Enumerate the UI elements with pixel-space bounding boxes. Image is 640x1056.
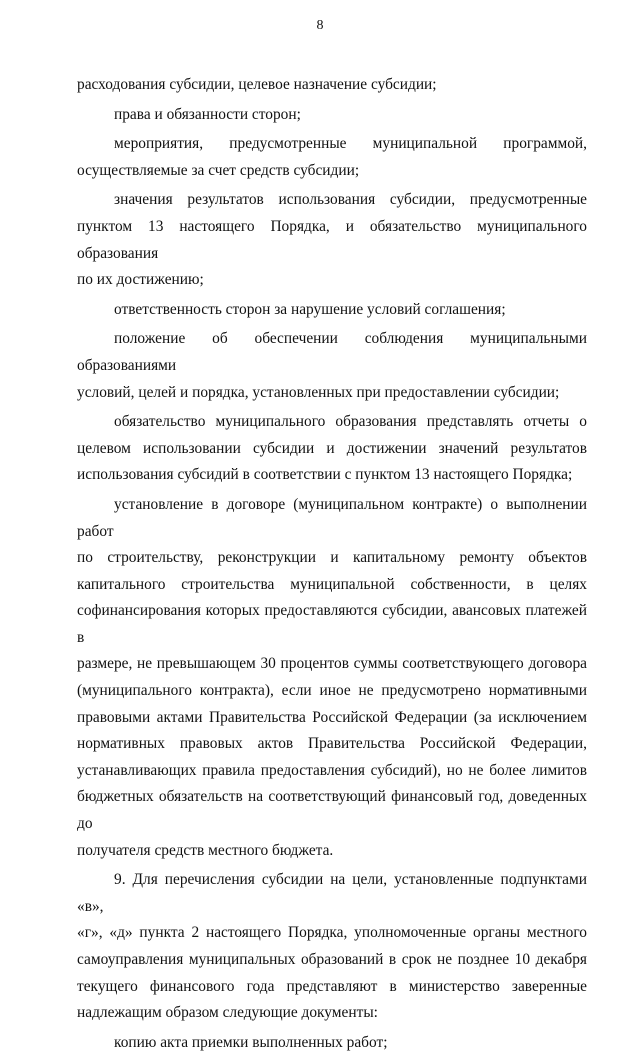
paragraph <box>77 72 587 99</box>
paragraph <box>77 297 587 324</box>
text-line: целевом использовании субсидии и достижении значений результатов <box>77 439 587 457</box>
text-line: пунктом 13 настоящего Порядка, и обязательство муниципального образования <box>77 217 587 262</box>
text-line: получателя средств местного бюджета. <box>77 841 334 859</box>
text-line: устанавливающих правила предоставления субсидий), но не более лимитов <box>77 761 587 779</box>
text-line: условий, целей и порядка, установленных при предоставлении субсидии; <box>77 383 560 401</box>
text-line: нормативных правовых актов Правительства Российской Федерации, <box>77 735 587 753</box>
text-line: по строительству, реконструкции и капитальному ремонту объектов <box>77 549 587 567</box>
text-line: права и обязанности сторон; <box>114 105 301 123</box>
text-line: софинансирования которых предоставляются субсидии, авансовых платежей в <box>77 602 587 646</box>
paragraph <box>77 409 587 489</box>
text-line: обязательство муниципального образования представлять отчеты о <box>114 413 587 431</box>
text-line: (муниципального контракта), если иное не предусмотрено нормативными <box>77 682 587 700</box>
text-line: по их достижению; <box>77 271 204 289</box>
text-line: ответственность сторон за нарушение условий соглашения; <box>114 300 506 318</box>
paragraph <box>77 102 587 129</box>
text-line: мероприятия, предусмотренные муниципальной программой, <box>114 135 587 153</box>
text-line: 9. Для перечисления субсидии на цели, установленные подпунктами «в», <box>77 871 587 915</box>
document-body <box>77 72 587 1056</box>
paragraph <box>77 1030 587 1056</box>
paragraph <box>77 131 587 184</box>
text-line: копию акта приемки выполненных работ; <box>114 1033 388 1051</box>
text-line: самоуправления муниципальных образований в срок не позднее 10 декабря <box>77 951 587 968</box>
text-line: использования субсидий в соответствии с пунктом 13 настоящего Порядка; <box>77 466 573 484</box>
paragraph <box>77 492 587 864</box>
text-line: расходования субсидии, целевое назначение субсидии; <box>77 76 437 93</box>
text-line: бюджетных обязательств на соответствующий финансовый год, доведенных до <box>77 788 587 833</box>
text-line: положение об обеспечении соблюдения муниципальными образованиями <box>77 330 587 374</box>
paragraph <box>77 867 587 1027</box>
text-line: значения результатов использования субсидии, предусмотренные <box>114 191 587 209</box>
text-line: размере, не превышающем 30 процентов суммы соответствующего договора <box>77 655 587 673</box>
paragraph <box>77 326 587 406</box>
text-line: текущего финансового года представляют в министерство заверенные <box>77 977 587 995</box>
text-line: капитального строительства муниципальной собственности, в целях <box>77 575 587 593</box>
text-line: осуществляемые за счет средств субсидии; <box>77 161 360 179</box>
text-line: надлежащим образом следующие документы: <box>77 1004 378 1022</box>
paragraph <box>77 187 587 293</box>
page-number: 8 <box>316 18 324 33</box>
text-line: «г», «д» пункта 2 настоящего Порядка, уполномоченные органы местного <box>77 924 587 942</box>
text-line: правовыми актами Правительства Российской Федерации (за исключением <box>77 708 587 726</box>
text-line: установление в договоре (муниципальном контракте) о выполнении работ <box>77 495 587 540</box>
